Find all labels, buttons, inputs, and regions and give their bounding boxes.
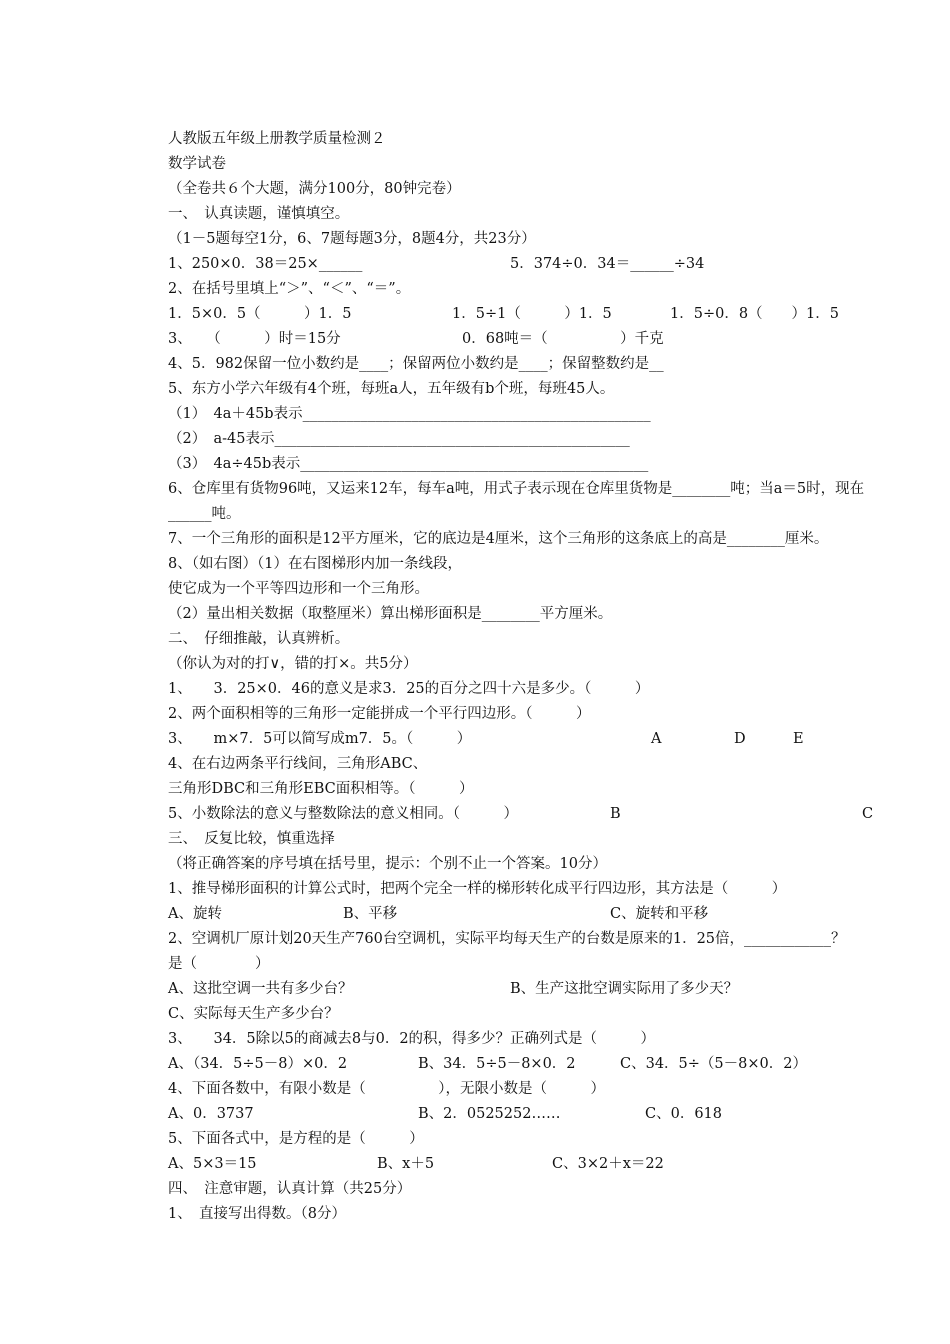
- section3-question-1: 1、推导梯形面积的计算公式时，把两个完全一样的梯形转化成平行四边形，其方法是（ ）: [168, 881, 787, 897]
- section3-question-2-cont: 是（ ）: [168, 956, 270, 972]
- section1-question-1: [168, 254, 705, 274]
- section1-question-5-2: （2） a-45表示_________________________________________________: [168, 431, 630, 447]
- section2-question-4: 4、在右边两条平行线间，三角形ABC、: [168, 756, 428, 772]
- question-1-part-a: 1、250×0．38＝25×______: [168, 256, 363, 272]
- section2-question-2: 2、两个面积相等的三角形一定能拼成一个平行四边形。（ ）: [168, 706, 591, 722]
- section1-heading: 一、 认真读题，谨慎填空。: [168, 206, 350, 222]
- option-b: B、34．5÷5－8×0．2: [418, 1056, 576, 1072]
- option-a: A、（34．5÷5－8）×0．2: [168, 1056, 348, 1072]
- section1-question-3: [168, 329, 664, 349]
- exam-note: （全卷共６个大题，满分100分，80钟完卷）: [168, 181, 461, 197]
- section2-note: （你认为对的打∨，错的打×。共5分）: [168, 656, 418, 672]
- figure-label-d: D: [734, 731, 746, 747]
- option-a: A、0．3737: [168, 1106, 254, 1122]
- section1-question-8-cont: 使它成为一个平等四边形和一个三角形。: [168, 581, 429, 597]
- figure-label-b: B: [610, 806, 621, 822]
- section3-question-4: 4、下面各数中，有限小数是（ ），无限小数是（ ）: [168, 1081, 605, 1097]
- question-5-text: 5、小数除法的意义与整数除法的意义相同。（ ）: [168, 806, 518, 822]
- section1-question-7: 7、一个三角形的面积是12平方厘米，它的底边是4厘米，这个三角形的这条底上的高是________厘米。: [168, 531, 829, 547]
- section3-note: （将正确答案的序号填在括号里，提示：个别不止一个答案。10分）: [168, 856, 607, 872]
- question-3-part-b: 0．68吨＝（ ）千克: [462, 331, 664, 347]
- section3-question-2-option-c: C、实际每天生产多少台？: [168, 1006, 339, 1022]
- section1-question-5-3: （3） 4a÷45b表示________________________________________________: [168, 456, 649, 472]
- question-3-part-a: 3、 （ ）时＝15分: [168, 331, 341, 347]
- compare-item-2: 1．5÷1（ ）1．5: [452, 306, 612, 322]
- section3-heading: 三、 反复比较，慎重选择: [168, 831, 335, 847]
- section1-question-2-items: [168, 304, 840, 324]
- section1-question-5-1: （1） 4a＋45b表示________________________________________________: [168, 406, 651, 422]
- question-1-part-b: 5．374÷0．34＝______÷34: [510, 256, 705, 272]
- section1-question-6-cont: ______吨。: [168, 506, 241, 522]
- section3-question-1-options: [168, 904, 709, 924]
- section1-question-8: 8、（如右图）（1）在右图梯形内加一条线段，: [168, 556, 462, 572]
- option-a: A、这批空调一共有多少台？: [168, 981, 353, 997]
- section4-question-1: 1、 直接写出得数。（8分）: [168, 1206, 346, 1222]
- option-c: C、3×2＋x＝22: [552, 1156, 664, 1172]
- section2-heading: 二、 仔细推敲，认真辨析。: [168, 631, 350, 647]
- option-a: A、5×3＝15: [168, 1156, 257, 1172]
- section4-heading: 四、 注意审题，认真计算（共25分）: [168, 1181, 412, 1197]
- exam-subtitle: 数学试卷: [168, 156, 226, 172]
- section1-question-5: 5、东方小学六年级有4个班，每班a人，五年级有b个班，每班45人。: [168, 381, 615, 397]
- section1-question-6: 6、仓库里有货物96吨，又运来12车，每车a吨，用式子表示现在仓库里货物是________吨；当a＝5时，现在: [168, 481, 865, 497]
- section1-question-4: 4、5．982保留一位小数约是____；保留两位小数约是____；保留整数约是__: [168, 356, 664, 372]
- compare-item-1: 1．5×0．5（ ）1．5: [168, 306, 352, 322]
- section2-question-5: [168, 804, 874, 824]
- option-c: C、0．618: [645, 1106, 722, 1122]
- section2-question-4-cont: 三角形DBC和三角形EBC面积相等。（ ）: [168, 781, 474, 797]
- section2-question-3: [168, 729, 804, 749]
- section3-question-5: 5、下面各式中，是方程的是（ ）: [168, 1131, 424, 1147]
- section3-question-3-options: [168, 1054, 807, 1074]
- option-c: C、34．5÷（5－8×0．2）: [620, 1056, 807, 1072]
- question-3-text: 3、 m×7．5可以简写成m7．5。（ ）: [168, 731, 472, 747]
- option-b: B、生产这批空调实际用了多少天？: [510, 981, 739, 997]
- option-b: B、平移: [343, 906, 398, 922]
- section1-question-2: 2、在括号里填上“＞”、“＜”、“＝”。: [168, 281, 411, 297]
- figure-label-e: E: [793, 731, 804, 747]
- figure-label-a: A: [651, 731, 662, 747]
- section3-question-5-options: [168, 1154, 664, 1174]
- section1-note: （1－5题每空1分，6、7题每题3分，8题4分，共23分）: [168, 231, 536, 247]
- option-b: B、x＋5: [377, 1156, 435, 1172]
- section3-question-4-options: [168, 1104, 722, 1124]
- section3-question-2-options: [168, 979, 739, 999]
- section3-question-3: 3、 34．5除以5的商减去8与0．2的积，得多少？正确列式是（ ）: [168, 1031, 656, 1047]
- section2-question-1: 1、 3．25×0．46的意义是求3．25的百分之四十六是多少。（ ）: [168, 681, 650, 697]
- compare-item-3: 1．5÷0．8（ ）1．5: [670, 306, 840, 322]
- option-a: A、旋转: [168, 906, 222, 922]
- figure-label-c: C: [862, 806, 874, 822]
- section3-question-2: 2、空调机厂原计划20天生产760台空调机，实际平均每天生产的台数是原来的1．25倍，____________？: [168, 931, 846, 947]
- option-b: B、2．0525252……: [418, 1106, 561, 1122]
- exam-title: 人教版五年级上册教学质量检测２: [168, 131, 386, 147]
- option-c: C、旋转和平移: [610, 906, 709, 922]
- section1-question-8-2: （2）量出相关数据（取整厘米）算出梯形面积是________平方厘米。: [168, 606, 613, 622]
